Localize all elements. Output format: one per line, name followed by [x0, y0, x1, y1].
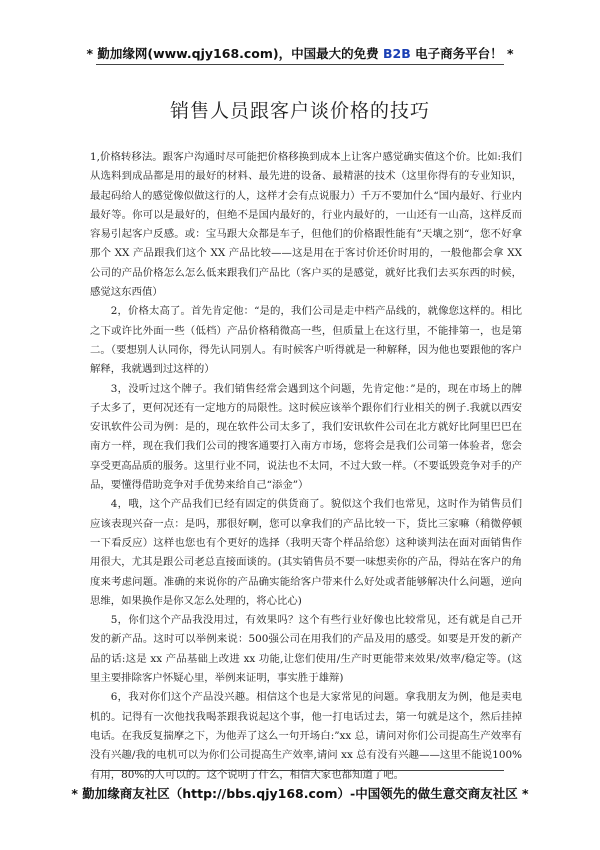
paragraph-3: 3，没听过这个牌子。我们销售经常会遇到这个问题，先肯定他：”是的，现在市场上的牌子太多了，更何况还有一定地方的局限性。这时候应该举个跟你们行业相关的例子.我就以西安安讯软件公司为例：是的，现在软件公司太多了，我们安讯软件公司在北方就好比阿里巴巴在南方一样，现在我们我们公司的搜客通要打入南方市场，您将会是我们公司第一体验者，您会享受更高品质的服务。这里行业不同，说法也不太同，不过大致一样。（不要诋毁竞争对手的产品，要懂得借助竞争对手优势来给自己“添金”） [90, 382, 522, 492]
site-banner-header [0, 44, 600, 62]
paragraph-2: 2，价格太高了。首先肯定他：“是的，我们公司是走中档产品线的，就像您这样的。相比之下或许比外面一些（低档）产品价格稍微高一些，但质量上在这行里，不能排第一，也是第二。（要想别人认同你，得先认同别人。有时候客户听得就是一种解释，因为他也要跟他的客户解释，我就遇到过这样的） [90, 305, 522, 376]
b2b-link[interactable]: B2B [383, 46, 411, 61]
paragraph-4: 4，哦，这个产品我们已经有固定的供货商了。貌似这个我们也常见，这时作为销售员们应该表现兴奋一点：是吗，那很好啊，您可以拿我们的产品比较一下，货比三家嘛（稍微停顿一下看反应）这样也您也有个更好的选择（我明天寄个样品给您）这种谈判法在面对面销售作用很大，尤其是跟公司老总直接面谈的。(其实销售员不要一味想卖你的产品，得站在客户的角度来考虑问题。准确的来说你的产品确实能给客户带来什么好处或者能够解决什么问题，逆向思维，如果换作是你又怎么处理的，将心比心) [90, 498, 522, 607]
document-body [90, 148, 522, 785]
paragraph-1: 1,价格转移法。跟客户沟通时尽可能把价格移换到成本上让客户感觉确实值这个价。比如:我们从选料到成品都是用的最好的材料、最先进的设备、最精湛的技术（这里你得有的专业知识，最起码给人的感觉像似做这行的人，这样才会有点说服力）千万不要加什么“国内最好、行业内最好等。你可以是最好的，但绝不是国内最好的，行业内最好的，一山还有一山高，这样反而容易引起客户反感。或：宝马跟大众都是车子，但他们的价格跟性能有”天壤之别“，您不好拿那个 XX 产品跟我们这个 XX 产品比较——这是用在于客讨价还价时用的，一般他都会拿 XX 公司的产品价格怎么怎么低来跟我们产品比（客户买的是感觉，就好比我们去买东西的时候，感觉这东西值） [90, 151, 522, 299]
footer-divider [96, 770, 504, 771]
banner-text-lead: * 勤加缘网(www.qjy168.com)，中国最大的免费 [86, 46, 383, 61]
banner-text-tail: 电子商务平台！ * [410, 46, 514, 61]
paragraph-5: 5，你们这个产品我没用过，有效果吗？这个有些行业好像也比较常见，还有就是自己开发的新产品。这时可以举例来说：500强公司在用我们的产品及用的感受。如要是开发的新产品的话:这是 xx 产品基础上改进 xx 功能,让您们使用/生产时更能带来效果/效率/稳定等。(这里主要排除客户怀疑心里，举例来证明，事实胜于雄辩) [90, 614, 522, 685]
paragraph-6: 6，我对你们这个产品没兴趣。相信这个也是大家常见的问题。拿我朋友为例，他是卖电机的。记得有一次他找我喝茶跟我说起这个事，他一打电话过去，第一句就是这个，然后挂掉电话。在我反复揣摩之下，为他弄了这么一句开场白:”xx 总，请问对你们公司提高生产效率有没有兴趣/我的电机可以为你们公司提高生产效率,请问 xx 总有没有兴趣——这里不能说100%有用，80%的人可以的。这个说明了什么，相信大家也都知道了吧。 [90, 691, 522, 781]
site-banner-footer[interactable]: * 勤加缘商友社区（http://bbs.qjy168.com）-中国领先的做生意交商友社区 * [71, 786, 529, 801]
document-title: 销售人员跟客户谈价格的技巧 [169, 100, 430, 122]
header-divider [96, 64, 504, 65]
